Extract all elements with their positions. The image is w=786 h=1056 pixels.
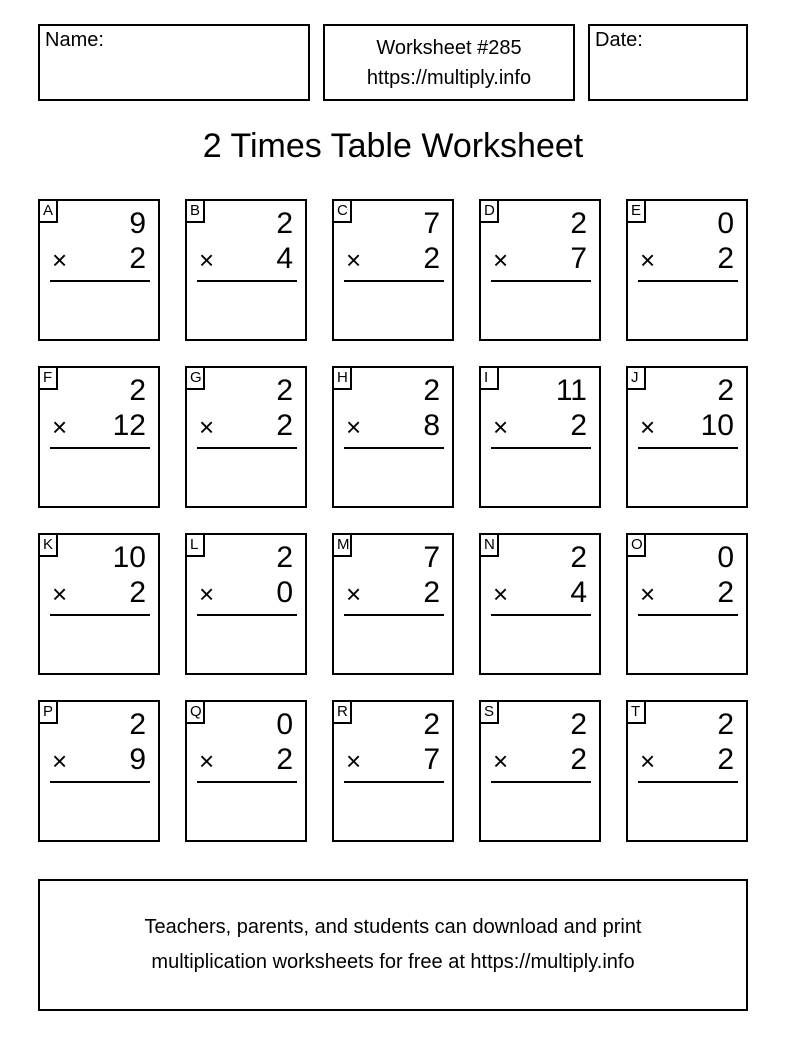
problem-top-number: 11: [555, 374, 587, 407]
problem-bottom-number: 7: [570, 242, 587, 275]
answer-line: [638, 614, 738, 616]
problem-operator: ×: [199, 579, 215, 609]
problem-bottom-number: 2: [423, 242, 440, 275]
problem-bottom-number: 4: [276, 242, 293, 275]
problem-letter: G: [185, 366, 205, 390]
answer-line: [50, 447, 150, 449]
problem-cell[interactable]: [626, 199, 748, 341]
answer-line: [491, 280, 591, 282]
problem-bottom-number: 12: [112, 409, 146, 442]
problem-top-number: 2: [129, 374, 146, 407]
problem-bottom-number: 4: [570, 576, 587, 609]
problem-letter: D: [479, 199, 499, 223]
problem-bottom-number: 2: [717, 743, 734, 776]
problem-letter: F: [38, 366, 58, 390]
problem-cell[interactable]: [38, 700, 160, 842]
problem-letter: A: [38, 199, 58, 223]
problem-letter: K: [38, 533, 58, 557]
answer-line: [197, 614, 297, 616]
problem-operator: ×: [493, 412, 509, 442]
problem-bottom-number: 2: [570, 409, 587, 442]
problem-letter: T: [626, 700, 646, 724]
problem-bottom-number: 10: [700, 409, 734, 442]
problem-top-number: 2: [717, 708, 734, 741]
problem-bottom-number: 7: [423, 743, 440, 776]
problem-bottom-number: 2: [129, 576, 146, 609]
footer-line-1: Teachers, parents, and students can download and print: [144, 916, 642, 938]
problem-top-number: 2: [423, 374, 440, 407]
problem-letter: I: [479, 366, 499, 390]
answer-line: [50, 614, 150, 616]
problem-operator: ×: [346, 746, 362, 776]
problem-letter: R: [332, 700, 352, 724]
footer-box: [38, 879, 748, 1011]
answer-line: [197, 280, 297, 282]
problem-top-number: 2: [717, 374, 734, 407]
problem-letter: N: [479, 533, 499, 557]
name-label: Name:: [45, 29, 104, 51]
problem-letter: H: [332, 366, 352, 390]
problem-top-number: 2: [276, 374, 293, 407]
problem-operator: ×: [199, 245, 215, 275]
worksheet-info-box: [323, 24, 575, 101]
problem-bottom-number: 2: [129, 242, 146, 275]
answer-line: [638, 280, 738, 282]
answer-line: [491, 614, 591, 616]
problem-cell[interactable]: [479, 533, 601, 675]
problem-operator: ×: [640, 412, 656, 442]
answer-line: [197, 447, 297, 449]
problem-cell[interactable]: [185, 366, 307, 508]
problem-cell[interactable]: [185, 700, 307, 842]
footer-line-2: multiplication worksheets for free at https://multiply.info: [151, 951, 635, 973]
problem-operator: ×: [493, 579, 509, 609]
problem-letter: S: [479, 700, 499, 724]
problem-bottom-number: 2: [570, 743, 587, 776]
problem-cell[interactable]: [479, 199, 601, 341]
problem-top-number: 2: [570, 207, 587, 240]
date-box[interactable]: [588, 24, 748, 101]
problem-top-number: 2: [570, 541, 587, 574]
answer-line: [50, 280, 150, 282]
answer-line: [344, 447, 444, 449]
answer-line: [344, 280, 444, 282]
problem-cell[interactable]: [479, 700, 601, 842]
answer-line: [344, 614, 444, 616]
page-title: 2 Times Table Worksheet: [202, 127, 584, 165]
problem-cell[interactable]: [185, 533, 307, 675]
answer-line: [197, 781, 297, 783]
problem-operator: ×: [493, 746, 509, 776]
problem-cell[interactable]: [332, 366, 454, 508]
problem-bottom-number: 2: [276, 743, 293, 776]
problem-cell[interactable]: [626, 366, 748, 508]
problem-operator: ×: [640, 245, 656, 275]
problem-cell[interactable]: [479, 366, 601, 508]
problem-cell[interactable]: [185, 199, 307, 341]
problem-cell[interactable]: [626, 533, 748, 675]
answer-line: [491, 447, 591, 449]
worksheet-url: https://multiply.info: [366, 67, 532, 89]
problem-operator: ×: [52, 245, 68, 275]
worksheet-number: Worksheet #285: [376, 37, 522, 59]
problem-bottom-number: 0: [276, 576, 293, 609]
problem-grid: [38, 199, 749, 842]
problem-operator: ×: [640, 746, 656, 776]
problem-top-number: 10: [112, 541, 146, 574]
problem-cell[interactable]: [38, 199, 160, 341]
problem-operator: ×: [640, 579, 656, 609]
problem-letter: L: [185, 533, 205, 557]
problem-top-number: 0: [717, 541, 734, 574]
problem-letter: J: [626, 366, 646, 390]
problem-operator: ×: [52, 746, 68, 776]
problem-letter: C: [332, 199, 352, 223]
problem-letter: E: [626, 199, 646, 223]
problem-operator: ×: [199, 746, 215, 776]
problem-top-number: 2: [570, 708, 587, 741]
problem-bottom-number: 2: [423, 576, 440, 609]
problem-cell[interactable]: [626, 700, 748, 842]
problem-bottom-number: 9: [129, 743, 146, 776]
problem-operator: ×: [346, 245, 362, 275]
name-box[interactable]: [38, 24, 310, 101]
problem-operator: ×: [52, 579, 68, 609]
problem-operator: ×: [199, 412, 215, 442]
problem-top-number: 7: [423, 207, 440, 240]
problem-bottom-number: 2: [717, 242, 734, 275]
problem-top-number: 0: [276, 708, 293, 741]
problem-top-number: 2: [423, 708, 440, 741]
problem-top-number: 7: [423, 541, 440, 574]
answer-line: [638, 781, 738, 783]
problem-bottom-number: 2: [717, 576, 734, 609]
problem-letter: B: [185, 199, 205, 223]
problem-cell[interactable]: [38, 366, 160, 508]
problem-cell[interactable]: [332, 533, 454, 675]
answer-line: [491, 781, 591, 783]
problem-bottom-number: 2: [276, 409, 293, 442]
problem-cell[interactable]: [332, 700, 454, 842]
problem-letter: O: [626, 533, 646, 557]
problem-operator: ×: [346, 579, 362, 609]
problem-top-number: 2: [129, 708, 146, 741]
problem-bottom-number: 8: [423, 409, 440, 442]
problem-top-number: 9: [129, 207, 146, 240]
problem-cell[interactable]: [332, 199, 454, 341]
problem-top-number: 2: [276, 207, 293, 240]
problem-top-number: 2: [276, 541, 293, 574]
problem-operator: ×: [52, 412, 68, 442]
answer-line: [344, 781, 444, 783]
problem-letter: M: [332, 533, 352, 557]
problem-operator: ×: [346, 412, 362, 442]
problem-top-number: 0: [717, 207, 734, 240]
problem-letter: Q: [185, 700, 205, 724]
problem-cell[interactable]: [38, 533, 160, 675]
date-label: Date:: [595, 29, 643, 51]
problem-operator: ×: [493, 245, 509, 275]
answer-line: [638, 447, 738, 449]
answer-line: [50, 781, 150, 783]
problem-letter: P: [38, 700, 58, 724]
